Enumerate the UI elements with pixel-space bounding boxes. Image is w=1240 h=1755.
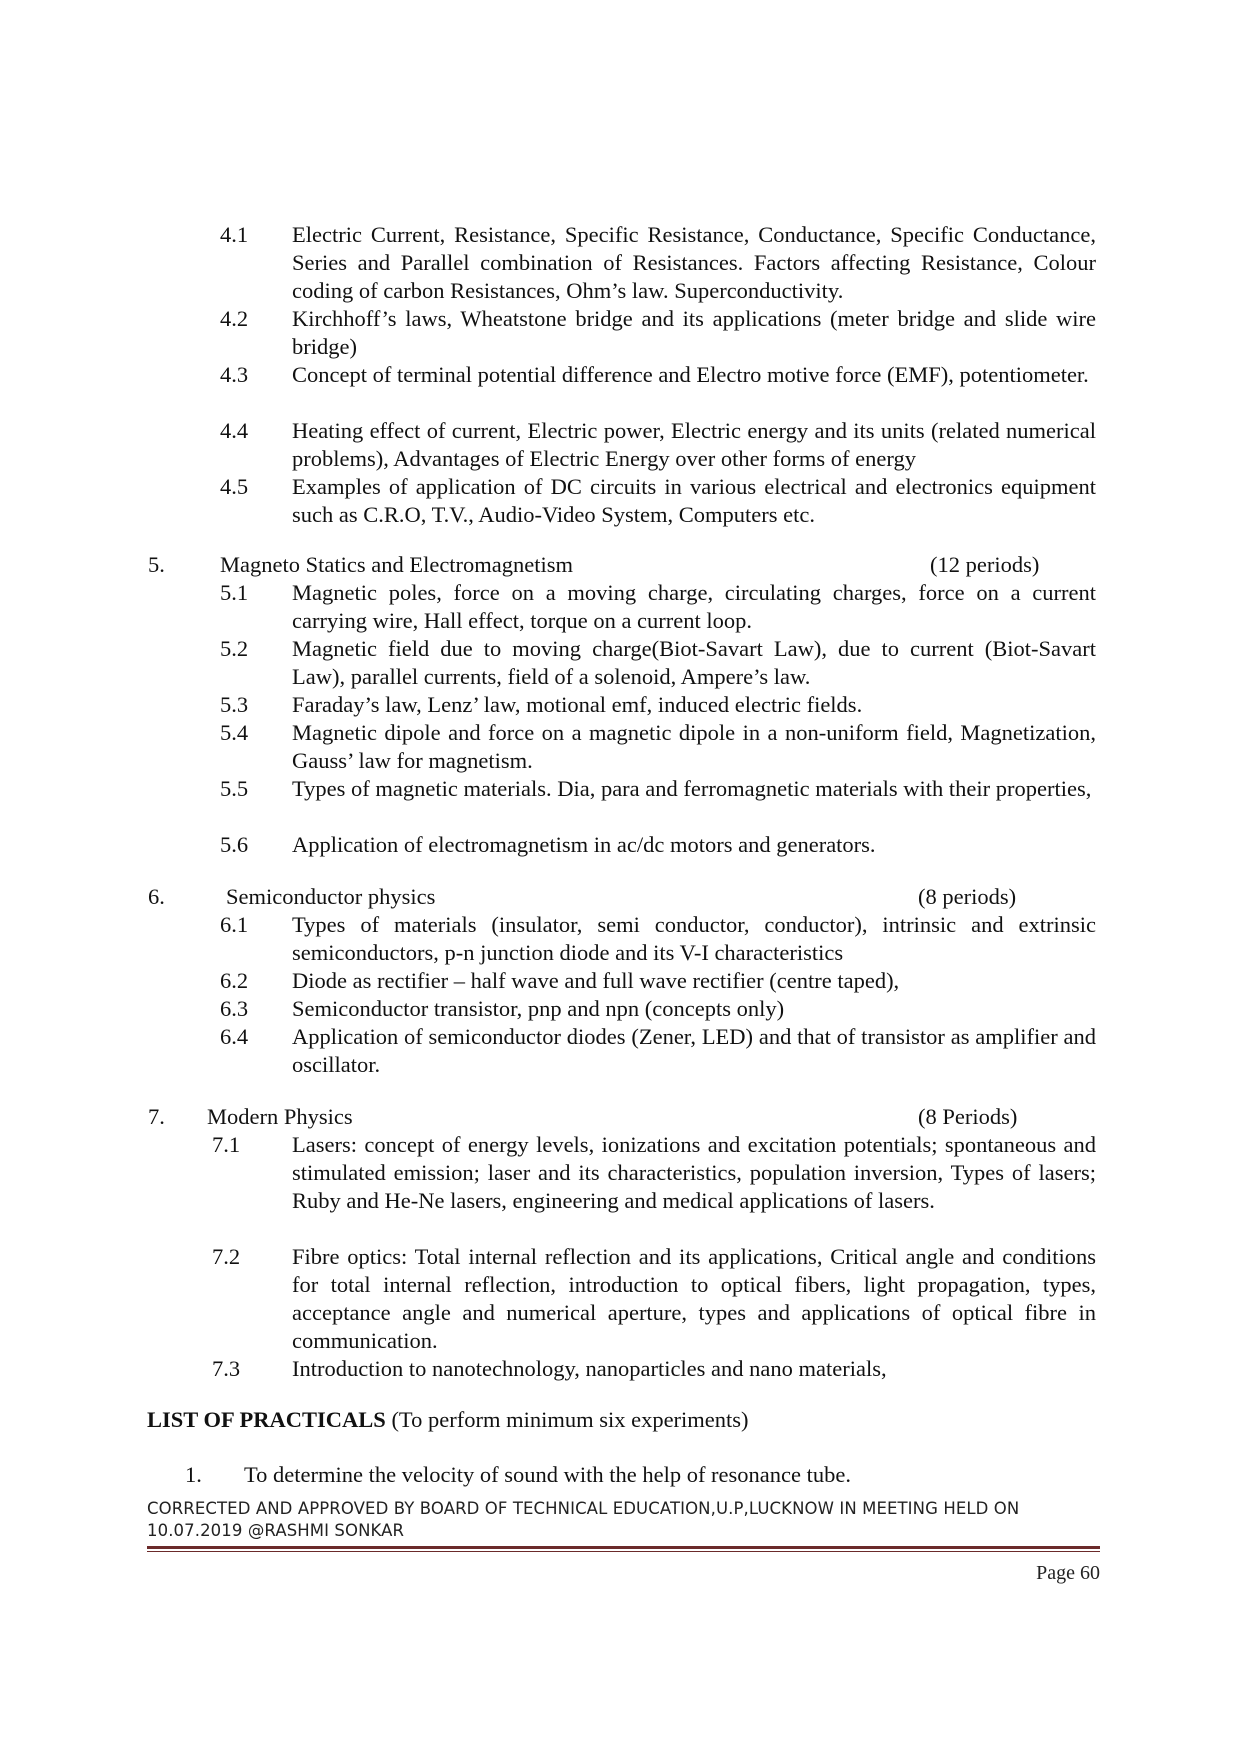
section-periods: (12 periods) xyxy=(930,552,1040,577)
item-number: 1. xyxy=(185,1462,202,1487)
item-text: Kirchhoff’s laws, Wheatstone bridge and its applications (meter bridge and slide wire bridge) xyxy=(292,306,1096,359)
item-number: 7.1 xyxy=(212,1132,241,1157)
item-text: Types of materials (insulator, semi conductor, conductor), intrinsic and extrinsic semiconductors, p-n junction diode and its V-I characteristics xyxy=(292,912,1096,965)
practicals-heading xyxy=(147,1406,749,1434)
item-number: 4.5 xyxy=(220,474,249,499)
section-7-heading xyxy=(0,1103,1240,1131)
item-number: 5.4 xyxy=(220,720,249,745)
item-text: Semiconductor transistor, pnp and npn (concepts only) xyxy=(292,996,785,1021)
section-5-heading xyxy=(0,551,1240,579)
item-text: Examples of application of DC circuits in various electrical and electronics equipment such as C.R.O, T.V., Audio-Video System, Computers etc. xyxy=(292,474,1096,527)
item-text: Application of electromagnetism in ac/dc motors and generators. xyxy=(292,832,876,857)
item-number: 4.4 xyxy=(220,418,249,443)
footer-divider xyxy=(147,1546,1100,1549)
section-title: Modern Physics xyxy=(207,1104,353,1129)
section-title: Semiconductor physics xyxy=(226,884,436,909)
item-text: Application of semiconductor diodes (Zener, LED) and that of transistor as amplifier and oscillator. xyxy=(292,1024,1096,1077)
item-text: Diode as rectifier – half wave and full wave rectifier (centre taped), xyxy=(292,968,900,993)
item-number: 6.3 xyxy=(220,996,249,1021)
item-number: 6.1 xyxy=(220,912,249,937)
item-text: Electric Current, Resistance, Specific Resistance, Conductance, Specific Conductance, Series and Parallel combination of Resistances. Factors affecting Resistance, Colour coding of carbon Resistances, Ohm’s law. Superconductivity. xyxy=(292,222,1096,303)
practicals-title: LIST OF PRACTICALS xyxy=(147,1407,386,1432)
page-number: Page 60 xyxy=(1036,1562,1100,1584)
item-text: Heating effect of current, Electric power, Electric energy and its units (related numerical problems), Advantages of Electric Energy over other forms of energy xyxy=(292,418,1096,471)
section-6-heading xyxy=(0,883,1240,911)
item-number: 4.3 xyxy=(220,362,249,387)
item-text: Introduction to nanotechnology, nanoparticles and nano materials, xyxy=(292,1356,887,1381)
item-number: 4.2 xyxy=(220,306,249,331)
section-periods: (8 Periods) xyxy=(918,1104,1018,1129)
item-number: 5.2 xyxy=(220,636,249,661)
item-text: Magnetic dipole and force on a magnetic dipole in a non-uniform field, Magnetization, Gauss’ law for magnetism. xyxy=(292,720,1096,773)
section-number: 7. xyxy=(148,1104,165,1129)
item-text: Lasers: concept of energy levels, ionizations and excitation potentials; spontaneous and stimulated emission; laser and its characteristics, population inversion, Types of lasers; Ruby and He-Ne lasers, engineering and medical applications of lasers. xyxy=(292,1132,1096,1213)
item-text: Faraday’s law, Lenz’ law, motional emf, induced electric fields. xyxy=(292,692,863,717)
section-number: 6. xyxy=(148,884,165,909)
footer-divider-thin xyxy=(147,1551,1100,1552)
item-text: Fibre optics: Total internal reflection and its applications, Critical angle and conditions for total internal reflection, introduction to optical fibers, light propagation, types, acceptance angle and numerical aperture, types and applications of optical fibre in communication. xyxy=(292,1244,1096,1353)
section-number: 5. xyxy=(148,552,165,577)
item-text: Magnetic poles, force on a moving charge, circulating charges, force on a current carrying wire, Hall effect, torque on a current loop. xyxy=(292,580,1096,633)
item-number: 6.2 xyxy=(220,968,249,993)
item-text: Types of magnetic materials. Dia, para and ferromagnetic materials with their properties, xyxy=(292,776,1092,801)
item-text: To determine the velocity of sound with the help of resonance tube. xyxy=(244,1462,851,1487)
approval-footer: CORRECTED AND APPROVED BY BOARD OF TECHNICAL EDUCATION,U.P,LUCKNOW IN MEETING HELD ON 10.07.2019 @RASHMI SONKAR xyxy=(147,1499,1020,1540)
practicals-note: (To perform minimum six experiments) xyxy=(391,1407,749,1432)
item-number: 4.1 xyxy=(220,222,249,247)
item-number: 5.5 xyxy=(220,776,249,801)
section-periods: (8 periods) xyxy=(918,884,1017,909)
item-number: 5.6 xyxy=(220,832,249,857)
item-number: 5.3 xyxy=(220,692,249,717)
item-number: 6.4 xyxy=(220,1024,249,1049)
section-title: Magneto Statics and Electromagnetism xyxy=(220,552,574,577)
item-text: Concept of terminal potential difference and Electro motive force (EMF), potentiometer. xyxy=(292,362,1089,387)
item-number: 5.1 xyxy=(220,580,249,605)
item-number: 7.2 xyxy=(212,1244,241,1269)
item-text: Magnetic field due to moving charge(Biot-Savart Law), due to current (Biot-Savart Law), parallel currents, field of a solenoid, Ampere’s law. xyxy=(292,636,1096,689)
item-number: 7.3 xyxy=(212,1356,241,1381)
